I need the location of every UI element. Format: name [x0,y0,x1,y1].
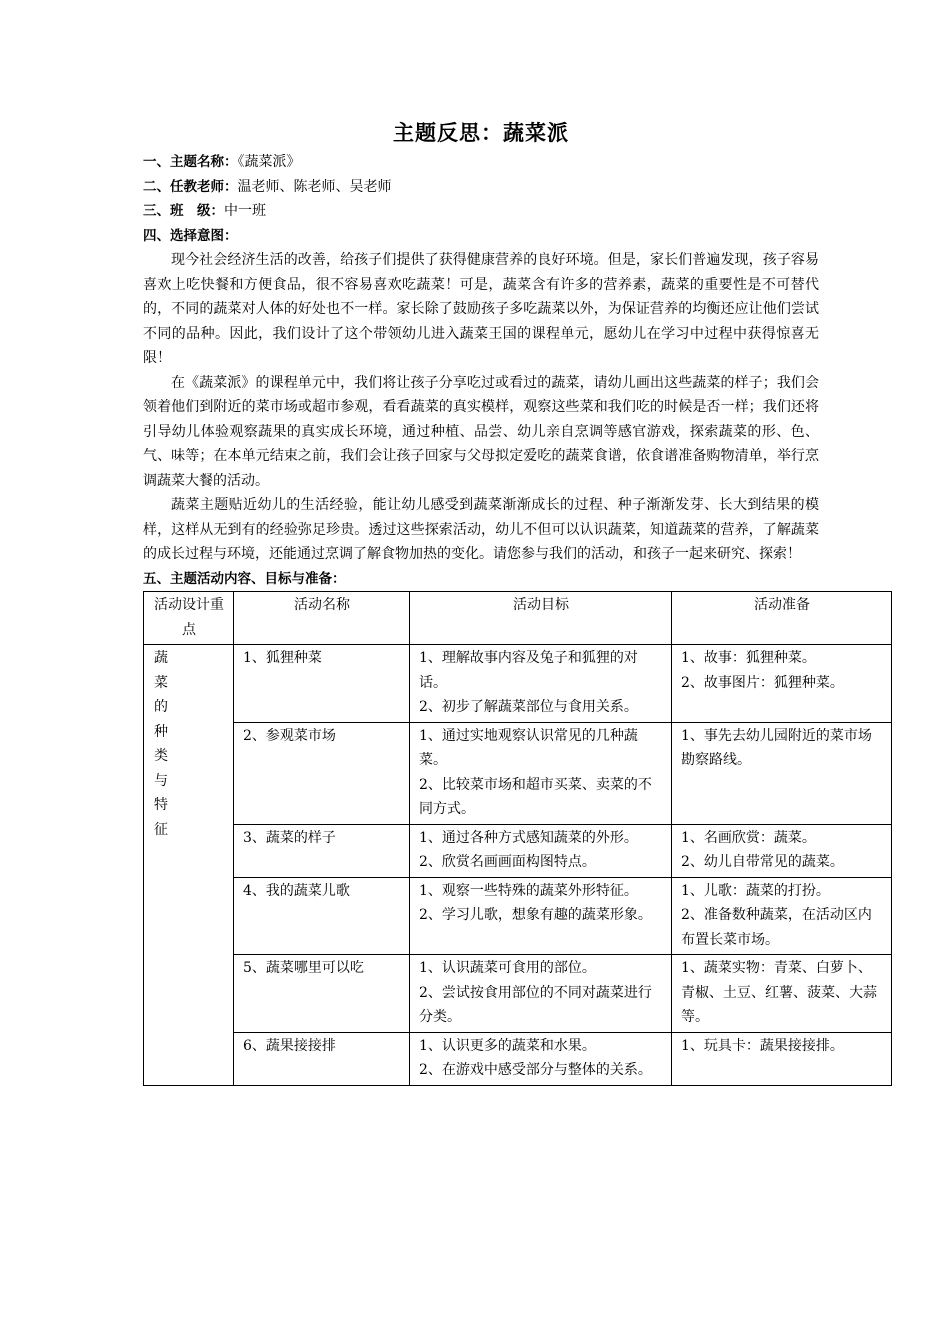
activity-prep [672,955,892,1033]
activity-prep [672,645,892,723]
table-row [144,1032,892,1085]
section-5-heading: 五、主题活动内容、目标与准备： [143,570,346,587]
header-goals: 活动目标 [410,592,672,645]
goal-item: 1、认识蔬菜可食用的部位。 [419,960,596,976]
table-header-row [144,592,892,645]
header-name: 活动名称 [234,592,410,645]
goal-item: 2、初步了解蔬菜部位与食用关系。 [419,699,638,715]
prep-item: 1、儿歌：蔬菜的打扮。 [681,882,830,899]
prep-item: 1、玩具卡：蔬果接接排。 [681,1037,844,1054]
goal-item: 1、通过实地观察认识常见的几种蔬菜。 [419,727,638,768]
activity-name: 2、参观菜市场 [234,722,410,824]
goal-item: 1、理解故事内容及兔子和狐狸的对话。 [419,650,638,691]
goal-item: 2、学习儿歌，想象有趣的蔬菜形象。 [419,907,652,923]
intent-paragraph-1: 现今社会经济生活的改善，给孩子们提供了获得健康营养的良好环境。但是，家长们普遍发现，孩子容易喜欢上吃快餐和方便食品，很不容易喜欢吃蔬菜！可是，蔬菜含有许多的营养素，蔬菜的重要性是不可替代的，不同的蔬菜对人体的好处也不一样。家长除了鼓励孩子多吃蔬菜以外，为保证营养的均衡还应让他们尝试不同的品种。因此，我们设计了这个带领幼儿进入蔬菜王国的课程单元，愿幼儿在学习中过程中获得惊喜无限！ [143,252,819,366]
activity-table [143,591,892,1086]
meta-label: 二、任教老师： [143,178,238,195]
prep-item: 2、故事图片：狐狸种菜。 [681,674,844,691]
prep-item: 1、事先去幼儿园附近的菜市场勘察路线。 [681,727,872,768]
activity-name: 5、蔬菜哪里可以吃 [234,955,410,1033]
goal-item: 1、通过各种方式感知蔬菜的外形。 [419,829,638,846]
activity-goals [410,955,672,1033]
meta-theme-name [143,150,819,175]
header-focus: 活动设计重点 [144,592,234,645]
meta-label: 一、主题名称： [143,154,238,170]
goal-item: 1、认识更多的蔬菜和水果。 [419,1037,596,1054]
meta-value: 中一班 [224,203,266,219]
focus-char: 特 [154,797,168,813]
activity-goals [410,722,672,824]
prep-item: 1、故事：狐狸种菜。 [681,650,816,666]
intent-paragraph-3: 蔬菜主题贴近幼儿的生活经验，能让幼儿感受到蔬菜渐渐成长的过程、种子渐渐发芽、长大到结果的模样，这样从无到有的经验弥足珍贵。透过这些探索活动，幼儿不但可以认识蔬菜，知道蔬菜的营养，了解蔬菜的成长过程与环境，还能通过烹调了解食物加热的变化。请您参与我们的活动，和孩子一起来研究、探索！ [143,497,819,562]
prep-item: 2、准备数种蔬菜，在活动区内布置长菜市场。 [681,907,872,948]
document-page [143,118,877,1086]
activity-prep [672,824,892,877]
page-title: 主题反思：蔬菜派 [393,121,569,145]
focus-char: 的 [154,699,168,715]
focus-char: 蔬 [154,650,168,666]
prep-item: 1、蔬菜实物：青菜、白萝卜、青椒、土豆、红薯、菠菜、大蒜等。 [681,960,877,1025]
focus-char: 菜 [154,674,168,691]
goal-item: 1、观察一些特殊的蔬菜外形特征。 [419,882,638,899]
activity-prep [672,722,892,824]
table-row [144,722,892,824]
focus-char: 种 [154,723,168,740]
meta-value: 《蔬菜派》 [237,154,301,170]
prep-item: 2、幼儿自带常见的蔬菜。 [681,854,844,870]
goal-item: 2、尝试按食用部位的不同对蔬菜进行分类。 [419,984,652,1025]
focus-char: 类 [154,748,168,764]
meta-teachers [143,175,819,200]
focus-char: 征 [154,821,168,838]
meta-label: 四、选择意图： [143,227,238,244]
table-row [144,824,892,877]
meta-block [143,150,819,248]
goal-item: 2、欣赏名画画面构图特点。 [419,854,596,870]
focus-char: 与 [154,772,168,789]
activity-goals [410,645,672,723]
intent-paragraph-2: 在《蔬菜派》的课程单元中，我们将让孩子分享吃过或看过的蔬菜，请幼儿画出这些蔬菜的样子；我们会领着他们到附近的菜市场或超市参观，看看蔬菜的真实模样，观察这些菜和我们吃的时候是否一样；我们还将引导幼儿体验观察蔬果的真实成长环境，通过种植、品尝、幼儿亲自烹调等感官游戏，探索蔬菜的形、色、气、味等；在本单元结束之前，我们会让孩子回家与父母拟定爱吃的蔬菜食谱，依食谱准备购物清单，举行烹调蔬菜大餐的活动。 [143,374,819,489]
activity-goals [410,1032,672,1085]
activity-prep [672,1032,892,1085]
activity-name: 1、狐狸种菜 [234,645,410,723]
activity-prep [672,877,892,955]
prep-item: 1、名画欣赏：蔬菜。 [681,829,816,846]
meta-class [143,199,819,224]
table-row [144,877,892,955]
goal-item: 2、在游戏中感受部分与整体的关系。 [419,1062,652,1078]
activity-goals [410,877,672,955]
activity-name: 4、我的蔬菜儿歌 [234,877,410,955]
activity-name: 6、蔬果接接排 [234,1032,410,1085]
focus-cell [144,645,234,1086]
activity-goals [410,824,672,877]
goal-item: 2、比较菜市场和超市买菜、卖菜的不同方式。 [419,776,652,817]
meta-label: 三、班 级： [143,203,224,219]
table-row [144,955,892,1033]
header-prep: 活动准备 [672,592,892,645]
activity-name: 3、蔬菜的样子 [234,824,410,877]
table-row [144,645,892,723]
meta-value: 温老师、陈老师、吴老师 [237,178,392,195]
meta-intent [143,224,819,249]
